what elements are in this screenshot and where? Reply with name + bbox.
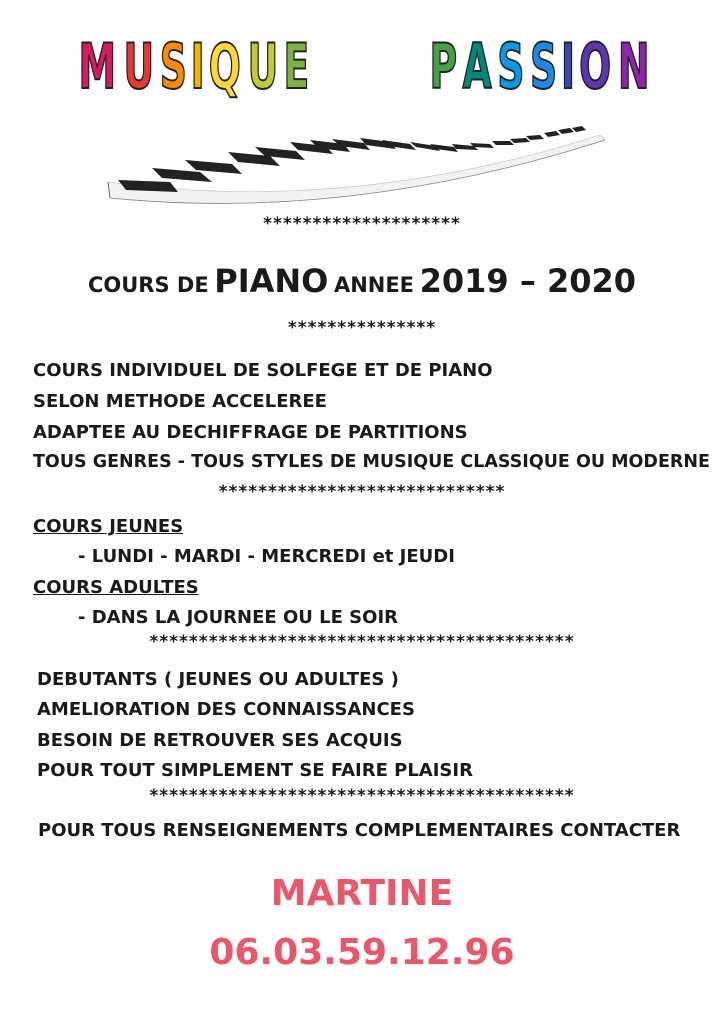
separator-stars: ******************** xyxy=(263,214,461,234)
title-letter: S xyxy=(530,30,556,103)
annee-label: ANNEE xyxy=(333,273,415,297)
title-letter: S xyxy=(498,30,524,103)
title-letter: S xyxy=(159,30,186,103)
course-heading xyxy=(0,262,724,300)
description-line: COURS INDIVIDUEL DE SOLFEGE ET DE PIANO xyxy=(33,360,493,381)
description-line: ADAPTEE AU DECHIFFRAGE DE PARTITIONS xyxy=(33,422,468,443)
title-letter: I xyxy=(190,30,203,103)
cours-adultes-label: COURS ADULTES xyxy=(33,577,199,598)
contact-name: MARTINE xyxy=(270,873,454,914)
title-letter: P xyxy=(429,30,456,103)
instrument-name: PIANO xyxy=(214,262,329,300)
description-line: SELON METHODE ACCELEREE xyxy=(33,391,327,412)
contact-phone: 06.03.59.12.96 xyxy=(209,932,515,973)
description-line: TOUS GENRES - TOUS STYLES DE MUSIQUE CLASSIQUE OU MODERNE xyxy=(33,452,710,472)
title-letter: E xyxy=(283,30,308,103)
cours-jeunes-label: COURS JEUNES xyxy=(33,516,184,537)
school-year: 2019 – 2020 xyxy=(419,262,637,300)
audience-line: POUR TOUT SIMPLEMENT SE FAIRE PLAISIR xyxy=(37,760,473,781)
separator-stars: ******************************************* xyxy=(149,632,575,652)
title-letter: Q xyxy=(208,30,239,103)
separator-stars: ***************************** xyxy=(218,482,506,502)
title-letter: M xyxy=(78,30,115,103)
title-letter: U xyxy=(123,30,153,103)
cours-jeunes-days: - LUNDI - MARDI - MERCREDI et JEUDI xyxy=(78,546,455,567)
cours-adultes-time: - DANS LA JOURNEE OU LE SOIR xyxy=(78,607,399,628)
title-letter: I xyxy=(561,30,574,103)
title-letter: U xyxy=(247,30,277,103)
audience-line: DEBUTANTS ( JEUNES OU ADULTES ) xyxy=(37,669,399,690)
title-word-passion xyxy=(426,30,652,103)
flyer-title xyxy=(0,30,724,103)
separator-stars: ******************************************* xyxy=(149,786,575,806)
title-word-musique xyxy=(74,30,311,103)
piano-keyboard-illustration xyxy=(100,120,610,220)
title-letter: N xyxy=(618,30,648,103)
audience-line: BESOIN DE RETROUVER SES ACQUIS xyxy=(37,730,403,751)
title-letter: A xyxy=(463,30,491,103)
course-prefix: COURS DE xyxy=(87,273,209,297)
contact-intro: POUR TOUS RENSEIGNEMENTS COMPLEMENTAIRES CONTACTER xyxy=(38,820,681,841)
title-letter: O xyxy=(579,30,610,103)
separator-stars: *************** xyxy=(287,318,437,338)
audience-line: AMELIORATION DES CONNAISSANCES xyxy=(37,699,415,720)
